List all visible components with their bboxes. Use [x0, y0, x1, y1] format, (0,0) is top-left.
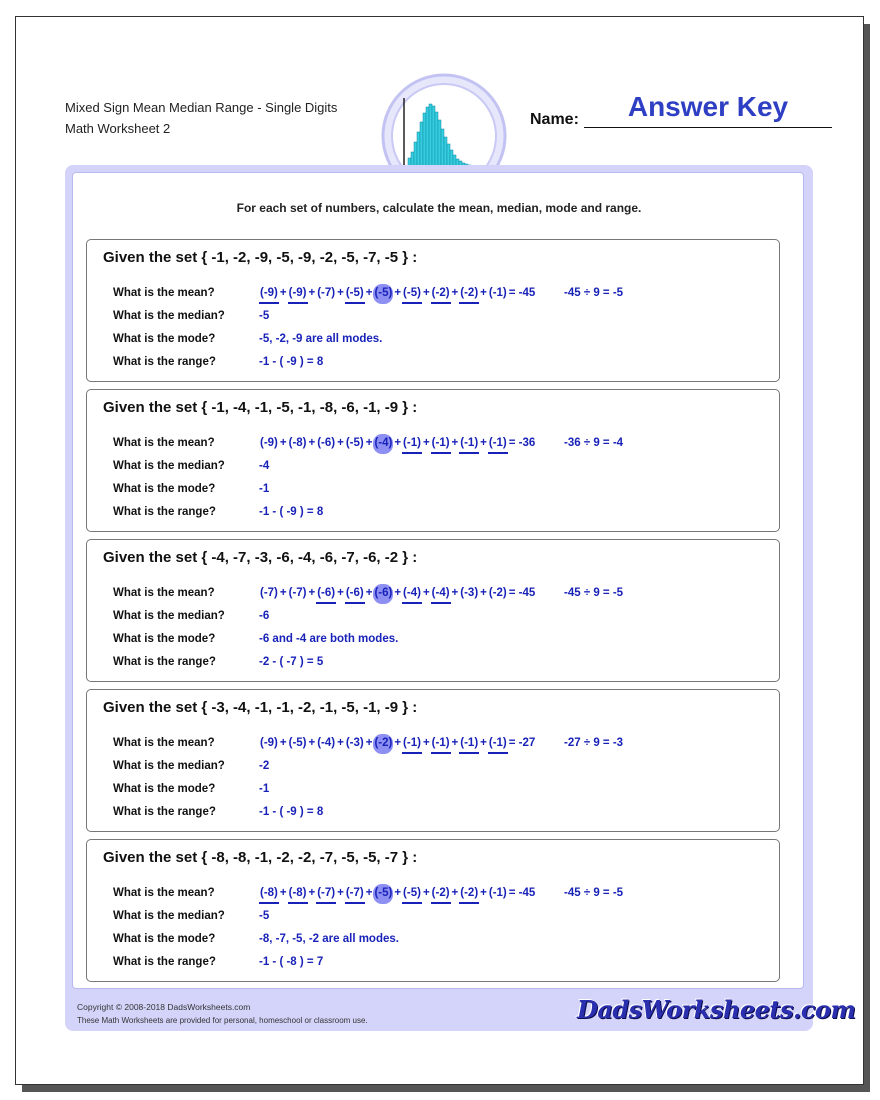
- plus-sign: +: [451, 887, 459, 899]
- plus-sign: +: [480, 287, 487, 299]
- plus-sign: +: [422, 437, 430, 449]
- plus-sign: +: [422, 587, 430, 599]
- mean-division: -27 ÷ 9 = -3: [564, 737, 624, 749]
- plus-sign: +: [480, 887, 487, 899]
- range-question: What is the range?: [113, 656, 216, 668]
- sum-term: (-1): [402, 434, 422, 454]
- plus-sign: +: [480, 587, 487, 599]
- plus-sign: +: [365, 287, 373, 299]
- range-answer: -1 - ( -9 ) = 8: [259, 506, 324, 518]
- problem-given-set: Given the set { -8, -8, -1, -2, -2, -7, -5, -5, -7 } :: [103, 849, 418, 866]
- sum-term: (-4): [431, 584, 451, 604]
- sum-term: (-4): [373, 434, 393, 454]
- median-answer: -4: [259, 460, 270, 472]
- problem-3: [86, 539, 780, 682]
- problem-1: [86, 239, 780, 382]
- worksheet-title: [65, 97, 337, 139]
- plus-sign: +: [279, 887, 287, 899]
- problem-given-set: Given the set { -1, -4, -1, -5, -1, -8, -6, -1, -9 } :: [103, 399, 418, 416]
- mean-question: What is the mean?: [113, 737, 215, 749]
- sum-total: = -27: [508, 737, 536, 749]
- range-question: What is the range?: [113, 806, 216, 818]
- sum-total: = -45: [508, 887, 536, 899]
- sum-total: = -45: [508, 587, 536, 599]
- answer-key-label: Answer Key: [627, 91, 789, 122]
- problem-4: [86, 689, 780, 832]
- plus-sign: +: [308, 887, 316, 899]
- sum-term: (-5): [288, 737, 307, 749]
- range-answer: -1 - ( -9 ) = 8: [259, 356, 324, 368]
- plus-sign: +: [279, 287, 287, 299]
- mean-sum-expression: [259, 884, 535, 904]
- problem-2: [86, 389, 780, 532]
- plus-sign: +: [394, 737, 402, 749]
- plus-sign: +: [365, 437, 373, 449]
- sum-term: (-8): [288, 884, 308, 904]
- mean-division: -45 ÷ 9 = -5: [564, 887, 624, 899]
- sum-term: (-2): [373, 734, 393, 754]
- median-question: What is the median?: [113, 610, 225, 622]
- worksheet-content: [72, 172, 804, 989]
- sum-term: (-3): [345, 737, 364, 749]
- plus-sign: +: [308, 737, 316, 749]
- plus-sign: +: [394, 587, 402, 599]
- mean-sum-expression: [259, 434, 535, 454]
- median-question: What is the median?: [113, 760, 225, 772]
- worksheet-page: [15, 16, 864, 1085]
- instructions: For each set of numbers, calculate the mean, median, mode and range.: [236, 201, 642, 215]
- sum-term: (-3): [460, 587, 479, 599]
- mean-question: What is the mean?: [113, 287, 215, 299]
- range-question: What is the range?: [113, 356, 216, 368]
- worksheet-title-line1: Mixed Sign Mean Median Range - Single Digits: [65, 100, 338, 115]
- sum-term: (-1): [459, 434, 479, 454]
- mean-question: What is the mean?: [113, 887, 215, 899]
- median-answer: -2: [259, 760, 270, 772]
- sum-term: (-5): [402, 884, 422, 904]
- worksheet-title-line2: Math Worksheet 2: [65, 121, 171, 136]
- plus-sign: +: [365, 587, 373, 599]
- plus-sign: +: [422, 287, 430, 299]
- range-question: What is the range?: [113, 956, 216, 968]
- mode-question: What is the mode?: [113, 333, 216, 345]
- sum-term: (-5): [373, 284, 393, 304]
- mode-answer: -6 and -4 are both modes.: [259, 633, 399, 645]
- sum-term: (-2): [459, 884, 479, 904]
- sum-term: (-4): [402, 584, 422, 604]
- footer: [77, 1001, 368, 1027]
- plus-sign: +: [308, 587, 316, 599]
- plus-sign: +: [279, 437, 287, 449]
- plus-sign: +: [480, 437, 487, 449]
- sum-term: (-6): [316, 584, 336, 604]
- median-answer: -5: [259, 310, 270, 322]
- name-label: Name:: [530, 111, 579, 128]
- plus-sign: +: [337, 587, 344, 599]
- sum-term: (-9): [260, 437, 278, 449]
- mean-question: What is the mean?: [113, 587, 215, 599]
- median-question: What is the median?: [113, 310, 225, 322]
- name-line: [584, 127, 832, 128]
- plus-sign: +: [451, 737, 459, 749]
- sum-term: (-9): [260, 737, 278, 749]
- sum-term: (-1): [488, 287, 507, 299]
- mode-question: What is the mode?: [113, 483, 216, 495]
- mode-answer: -5, -2, -9 are all modes.: [259, 333, 383, 345]
- plus-sign: +: [451, 437, 459, 449]
- mode-question: What is the mode?: [113, 633, 216, 645]
- sum-term: (-6): [317, 437, 336, 449]
- plus-sign: +: [394, 887, 402, 899]
- sum-term: (-2): [431, 284, 451, 304]
- plus-sign: +: [394, 287, 402, 299]
- sum-term: (-9): [259, 284, 279, 304]
- sum-term: (-7): [316, 884, 336, 904]
- plus-sign: +: [337, 287, 344, 299]
- sum-total: = -45: [508, 287, 536, 299]
- sum-term: (-5): [345, 284, 365, 304]
- mean-sum-expression: [259, 584, 535, 604]
- sum-term: (-1): [488, 887, 507, 899]
- mean-sum-expression: [259, 284, 535, 304]
- sum-term: (-2): [488, 587, 507, 599]
- sum-term: (-5): [402, 284, 422, 304]
- median-answer: -6: [259, 610, 270, 622]
- brand-logo: DadsWorksheets.com: [577, 995, 856, 1024]
- sum-term: (-7): [345, 884, 365, 904]
- sum-term: (-7): [260, 587, 278, 599]
- footer-copyright: Copyright © 2008-2018 DadsWorksheets.com: [77, 1002, 251, 1012]
- sum-term: (-2): [459, 284, 479, 304]
- plus-sign: +: [394, 437, 402, 449]
- sum-term: (-7): [317, 287, 336, 299]
- median-answer: -5: [259, 910, 270, 922]
- range-answer: -1 - ( -9 ) = 8: [259, 806, 324, 818]
- mean-division: -45 ÷ 9 = -5: [564, 587, 624, 599]
- sum-total: = -36: [508, 437, 536, 449]
- problem-given-set: Given the set { -4, -7, -3, -6, -4, -6, -7, -6, -2 } :: [103, 549, 418, 566]
- worksheet-frame: [65, 165, 856, 1031]
- problem-given-set: Given the set { -1, -2, -9, -5, -9, -2, -5, -7, -5 } :: [103, 249, 418, 266]
- problem-given-set: Given the set { -3, -4, -1, -1, -2, -1, -5, -1, -9 } :: [103, 699, 418, 716]
- mean-division: -36 ÷ 9 = -4: [564, 437, 624, 449]
- plus-sign: +: [279, 587, 287, 599]
- range-answer: -2 - ( -7 ) = 5: [259, 656, 324, 668]
- sum-term: (-2): [431, 884, 451, 904]
- mode-answer: -8, -7, -5, -2 are all modes.: [259, 933, 399, 945]
- sum-term: (-5): [345, 437, 364, 449]
- plus-sign: +: [308, 287, 316, 299]
- plus-sign: +: [451, 587, 459, 599]
- plus-sign: +: [422, 737, 430, 749]
- plus-sign: +: [337, 737, 344, 749]
- range-answer: -1 - ( -8 ) = 7: [259, 956, 324, 968]
- plus-sign: +: [365, 887, 373, 899]
- sum-term: (-7): [288, 587, 307, 599]
- mode-answer: -1: [259, 483, 270, 495]
- problem-5: [86, 839, 780, 982]
- mode-question: What is the mode?: [113, 783, 216, 795]
- plus-sign: +: [480, 737, 487, 749]
- sum-term: (-1): [488, 734, 508, 754]
- mode-question: What is the mode?: [113, 933, 216, 945]
- sum-term: (-9): [288, 284, 308, 304]
- sum-term: (-1): [431, 734, 451, 754]
- sum-term: (-6): [373, 584, 393, 604]
- plus-sign: +: [308, 437, 316, 449]
- median-question: What is the median?: [113, 460, 225, 472]
- median-question: What is the median?: [113, 910, 225, 922]
- plus-sign: +: [337, 437, 344, 449]
- mean-sum-expression: [259, 734, 535, 754]
- sum-term: (-1): [431, 434, 451, 454]
- plus-sign: +: [365, 737, 373, 749]
- sum-term: (-8): [259, 884, 279, 904]
- plus-sign: +: [451, 287, 459, 299]
- footer-note: These Math Worksheets are provided for personal, homeschool or classroom use.: [77, 1016, 368, 1025]
- mean-division: -45 ÷ 9 = -5: [564, 287, 624, 299]
- plus-sign: +: [422, 887, 430, 899]
- sum-term: (-8): [288, 437, 307, 449]
- sum-term: (-1): [488, 434, 508, 454]
- mode-answer: -1: [259, 783, 270, 795]
- sum-term: (-5): [373, 884, 393, 904]
- sum-term: (-4): [317, 737, 336, 749]
- range-question: What is the range?: [113, 506, 216, 518]
- plus-sign: +: [337, 887, 344, 899]
- plus-sign: +: [279, 737, 287, 749]
- mean-question: What is the mean?: [113, 437, 215, 449]
- sum-term: (-1): [402, 734, 422, 754]
- sum-term: (-1): [459, 734, 479, 754]
- sum-term: (-6): [345, 584, 365, 604]
